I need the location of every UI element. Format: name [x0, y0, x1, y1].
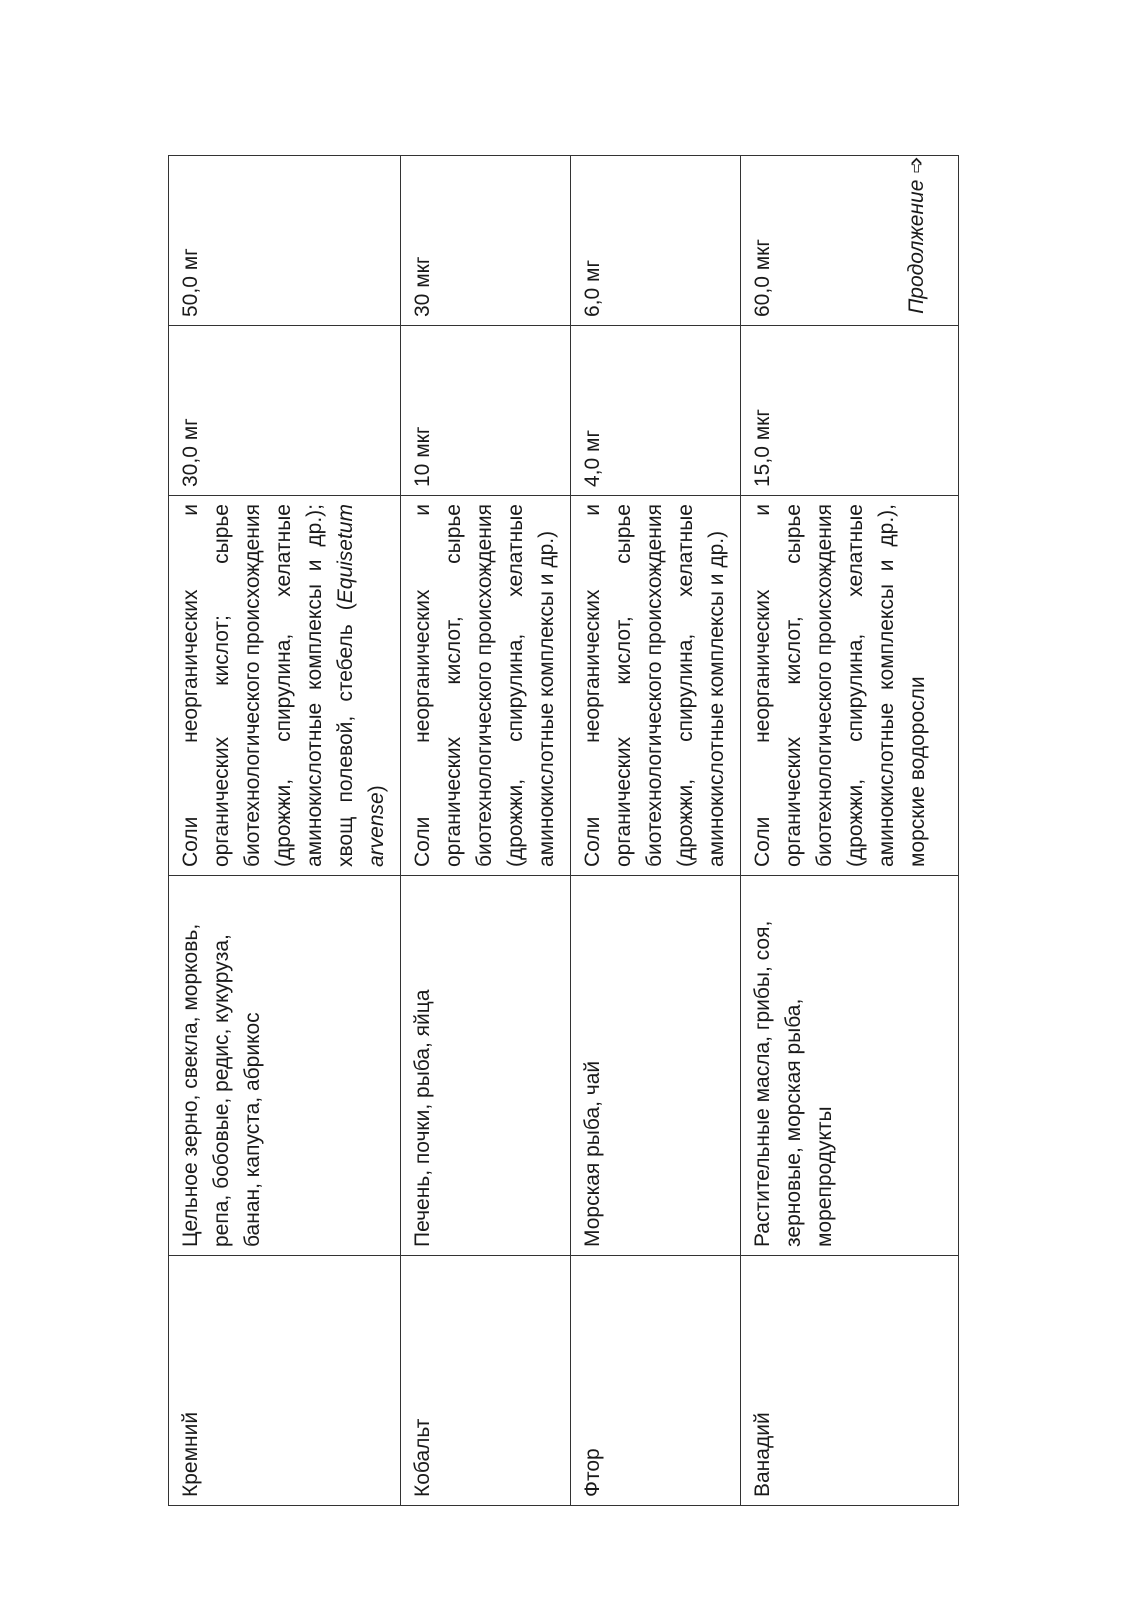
- cell-element: Ванадий: [741, 1256, 959, 1506]
- latin-name: Equisetum arvense: [334, 504, 388, 867]
- forms-text: Соли неорганических и органических кислот; сырье биотехнологического происхождения (дрожжи, спирулина, хелатные аминокислотные комплексы и др.); хвощ полевой, стебель (: [179, 504, 357, 867]
- cell-forms: Соли неорганических и органических кислот, сырье биотехнологического происхождения (дрожжи, спирулина, хелатные аминокислотные комплексы и др.), морские водоросли: [741, 496, 959, 876]
- continuation-note: [904, 156, 929, 376]
- table-row: [401, 156, 571, 1506]
- forms-text-end: ): [365, 785, 388, 793]
- cell-element: Кобальт: [401, 1256, 571, 1506]
- cell-element: Кремний: [169, 1256, 401, 1506]
- cell-sources: Печень, почки, рыба, яйца: [401, 876, 571, 1256]
- continuation-label: Продолжение: [905, 179, 928, 314]
- cell-sources: Растительные масла, грибы, соя, зерновые, морская рыба, морепродукты: [741, 876, 959, 1256]
- cell-dose-1: 4,0 мг: [571, 326, 741, 496]
- cell-dose-1: 15,0 мкг: [741, 326, 959, 496]
- table-row: [169, 156, 401, 1506]
- cell-dose-2: 50,0 мг: [169, 156, 401, 326]
- cell-forms: Соли неорганических и органических кислот, сырье биотехнологического происхождения (дрожжи, спирулина, хелатные аминокислотные комплексы и др.): [571, 496, 741, 876]
- cell-dose-1: 30,0 мг: [169, 326, 401, 496]
- cell-forms: Соли неорганических и органических кислот, сырье биотехнологического происхождения (дрожжи, спирулина, хелатные аминокислотные комплексы и др.): [401, 496, 571, 876]
- cell-forms: [169, 496, 401, 876]
- elements-table: [168, 155, 959, 1506]
- cell-sources: Морская рыба, чай: [571, 876, 741, 1256]
- cell-dose-2: 6,0 мг: [571, 156, 741, 326]
- cell-element: Фтор: [571, 1256, 741, 1506]
- table-row: [571, 156, 741, 1506]
- cell-dose-1: 10 мкг: [401, 326, 571, 496]
- cell-dose-2: 60,0 мкг: [741, 156, 959, 326]
- cell-dose-2: 30 мкг: [401, 156, 571, 326]
- cell-sources: Цельное зерно, свекла, морковь, репа, бобовые, редис, кукуруза, банан, капуста, абрикос: [169, 876, 401, 1256]
- arrow-right-icon: ➩: [905, 156, 928, 174]
- rotated-page: [168, 156, 968, 1506]
